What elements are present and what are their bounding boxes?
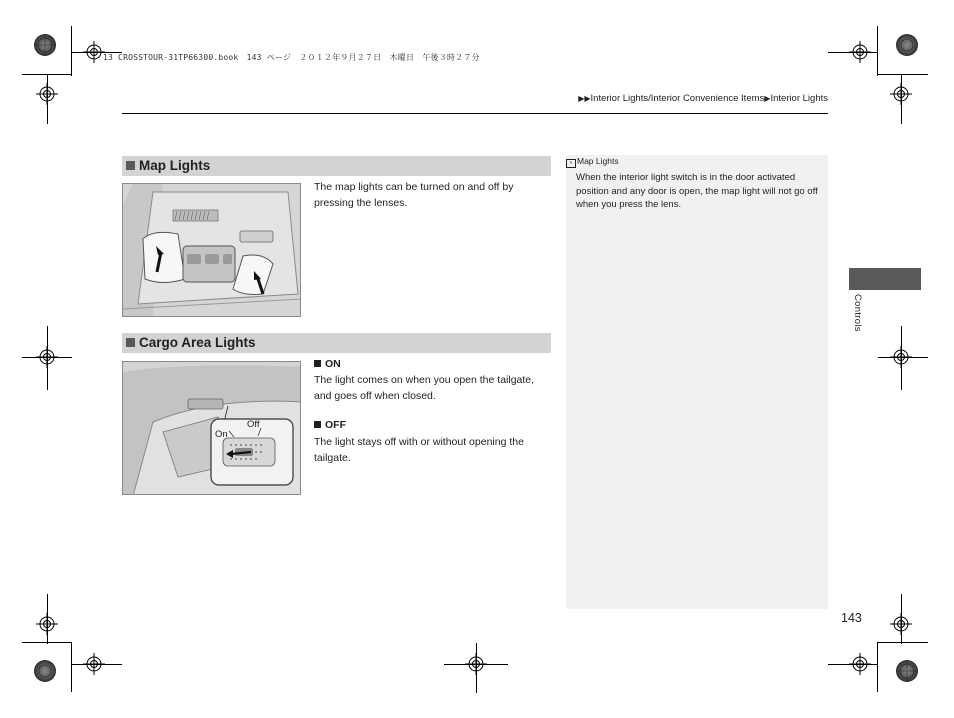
square-bullet-icon bbox=[314, 421, 321, 428]
on-description: The light comes on when you open the tailgate, and goes off when closed. bbox=[314, 374, 535, 402]
registration-mark-icon bbox=[465, 653, 487, 675]
chapter-label: Controls bbox=[852, 294, 863, 332]
breadcrumb-arrows: ▶▶ bbox=[578, 94, 591, 103]
cargo-area-drawing bbox=[123, 362, 301, 495]
chapter-thumb-tab[interactable] bbox=[849, 268, 921, 290]
breadcrumb bbox=[578, 93, 828, 104]
sub-heading-off bbox=[314, 419, 346, 431]
map-lights-description: The map lights can be turned on and off by pressing the lenses. bbox=[314, 181, 514, 209]
registration-mark-icon bbox=[849, 41, 871, 63]
print-metadata: 13 CROSSTOUR-31TP66300.book 143 ページ ２０１２年９月２７日 木曜日 午後３時２７分 bbox=[103, 53, 480, 62]
breadcrumb-arrow: ▶ bbox=[764, 94, 771, 103]
cargo-lights-illustration bbox=[122, 361, 301, 495]
registration-mark-icon bbox=[83, 41, 105, 63]
square-bullet-icon bbox=[126, 338, 135, 347]
header-rule bbox=[122, 113, 828, 114]
registration-mark-icon bbox=[83, 653, 105, 675]
breadcrumb-current[interactable]: Interior Lights bbox=[770, 93, 828, 104]
note-icon: » bbox=[566, 159, 576, 168]
sidebar-note-title-text: Map Lights bbox=[577, 156, 619, 166]
color-bar-icon bbox=[896, 660, 918, 682]
registration-mark-icon bbox=[890, 613, 912, 635]
sub-heading-on-text: ON bbox=[325, 358, 341, 370]
registration-mark-icon bbox=[890, 346, 912, 368]
sidebar-note-title bbox=[566, 156, 619, 168]
breadcrumb-link[interactable]: Interior Lights/Interior Convenience Items bbox=[590, 93, 765, 104]
overhead-console-drawing bbox=[123, 184, 301, 317]
callout-off-label: Off bbox=[247, 419, 260, 430]
section-heading-cargo-lights bbox=[122, 333, 551, 353]
registration-mark-icon bbox=[849, 653, 871, 675]
color-bar-icon bbox=[34, 34, 56, 56]
registration-mark-icon bbox=[36, 613, 58, 635]
sub-heading-on bbox=[314, 358, 341, 370]
registration-mark-icon bbox=[36, 346, 58, 368]
color-bar-icon bbox=[896, 34, 918, 56]
registration-mark-icon bbox=[890, 83, 912, 105]
sidebar-note bbox=[566, 155, 828, 609]
square-bullet-icon bbox=[126, 161, 135, 170]
section-heading-text: Map Lights bbox=[139, 158, 211, 173]
sidebar-note-body: When the interior light switch is in the door activated position and any door is open, the map light will not go off when you press the lens. bbox=[576, 172, 818, 210]
section-heading-text: Cargo Area Lights bbox=[139, 335, 256, 350]
section-heading-map-lights bbox=[122, 156, 551, 176]
off-description: The light stays off with or without opening the tailgate. bbox=[314, 436, 524, 464]
callout-on-label: On bbox=[215, 429, 228, 440]
registration-mark-icon bbox=[36, 83, 58, 105]
color-bar-icon bbox=[34, 660, 56, 682]
square-bullet-icon bbox=[314, 360, 321, 367]
sub-heading-off-text: OFF bbox=[325, 419, 346, 431]
page-number: 143 bbox=[841, 611, 862, 625]
map-lights-illustration bbox=[122, 183, 301, 317]
